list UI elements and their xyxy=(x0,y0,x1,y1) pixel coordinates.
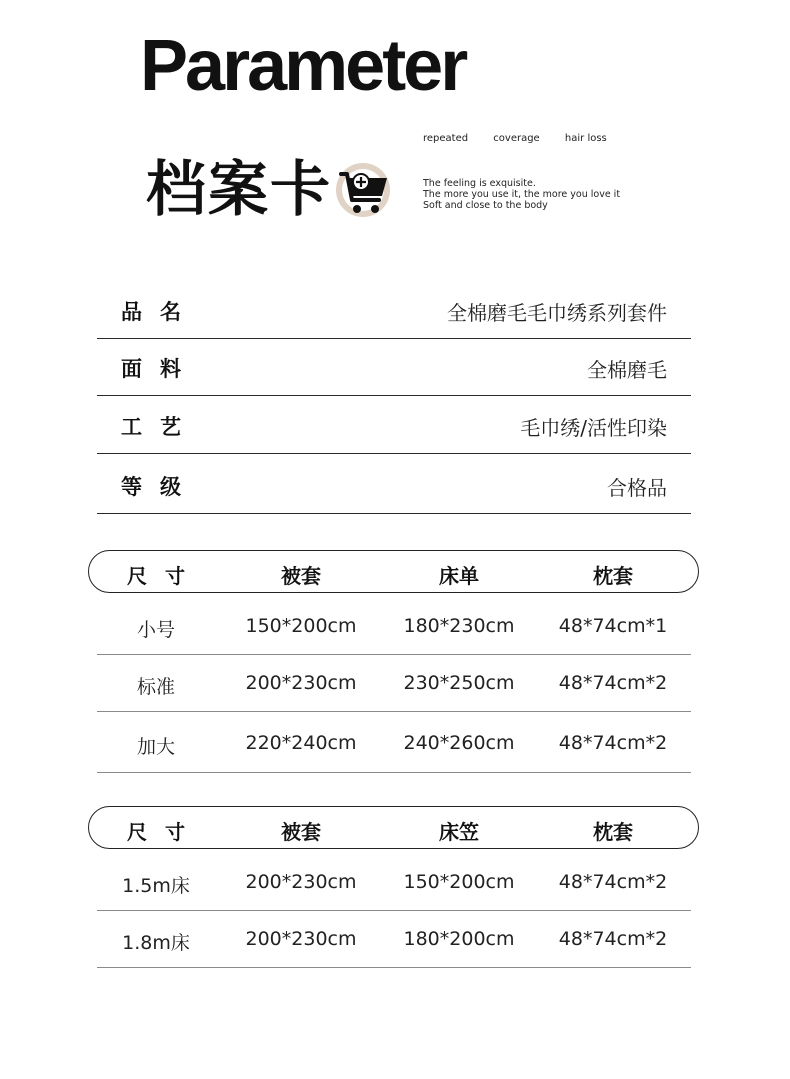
table-cell: 1.5m床 xyxy=(122,875,190,897)
info-value: 全棉磨毛 xyxy=(587,358,667,382)
info-value: 全棉磨毛毛巾绣系列套件 xyxy=(447,301,667,325)
table-cell: 加大 xyxy=(136,736,176,758)
table2-header-size: 尺寸 xyxy=(127,820,203,844)
info-label: 品名 xyxy=(121,300,199,324)
table-cell: 180*200cm xyxy=(403,928,515,950)
tag-repeated: repeated xyxy=(423,133,469,144)
table-cell: 230*250cm xyxy=(403,672,515,694)
table-cell: 48*74cm*2 xyxy=(558,732,668,754)
table-cell: 180*230cm xyxy=(403,615,515,637)
table1-header-sheet: 床单 xyxy=(439,564,479,588)
table-cell: 200*230cm xyxy=(245,928,357,950)
table2-header-fitted-sheet: 床笠 xyxy=(439,820,479,844)
table1-header-size: 尺寸 xyxy=(127,564,203,588)
table-cell: 150*200cm xyxy=(403,871,515,893)
tag-hair-loss: hair loss xyxy=(564,133,607,144)
info-value: 毛巾绣/活性印染 xyxy=(520,416,667,440)
row-divider xyxy=(97,772,691,773)
table2-header-pillowcase: 枕套 xyxy=(593,820,633,844)
info-label: 等级 xyxy=(121,475,199,499)
table-cell: 48*74cm*2 xyxy=(558,928,668,950)
title-chinese: 档案卡 xyxy=(146,155,332,225)
tagline-line-1: The feeling is exquisite. xyxy=(423,178,536,189)
table-cell: 240*260cm xyxy=(403,732,515,754)
table-cell: 1.8m床 xyxy=(122,932,190,954)
tag-coverage: coverage xyxy=(493,133,540,144)
info-row-product-name xyxy=(97,282,691,339)
row-divider xyxy=(97,910,691,911)
info-label: 面料 xyxy=(121,357,199,381)
row-divider xyxy=(97,711,691,712)
feature-tags xyxy=(423,133,629,144)
tagline-line-3: Soft and close to the body xyxy=(423,200,548,211)
table-cell: 48*74cm*2 xyxy=(558,871,668,893)
table-cell: 标准 xyxy=(136,676,176,698)
table2-header-duvet: 被套 xyxy=(281,820,321,844)
info-row-grade xyxy=(97,455,691,514)
tagline-line-2: The more you use it, the more you love it xyxy=(423,189,621,200)
row-divider xyxy=(97,967,691,968)
info-label: 工艺 xyxy=(121,415,199,439)
table-cell: 小号 xyxy=(136,619,176,641)
info-row-fabric xyxy=(97,339,691,396)
table-cell: 150*200cm xyxy=(245,615,357,637)
table1-header-duvet: 被套 xyxy=(281,564,321,588)
table-cell: 220*240cm xyxy=(245,732,357,754)
shopping-cart-icon xyxy=(333,160,395,222)
table1-header-pillowcase: 枕套 xyxy=(593,564,633,588)
table-cell: 48*74cm*1 xyxy=(558,615,668,637)
table-cell: 200*230cm xyxy=(245,672,357,694)
info-row-craft xyxy=(97,397,691,454)
tagline xyxy=(423,178,620,211)
table-cell: 200*230cm xyxy=(245,871,357,893)
info-value: 合格品 xyxy=(607,476,667,500)
table-cell: 48*74cm*2 xyxy=(558,672,668,694)
title-english: Parameter xyxy=(140,26,466,106)
row-divider xyxy=(97,654,691,655)
